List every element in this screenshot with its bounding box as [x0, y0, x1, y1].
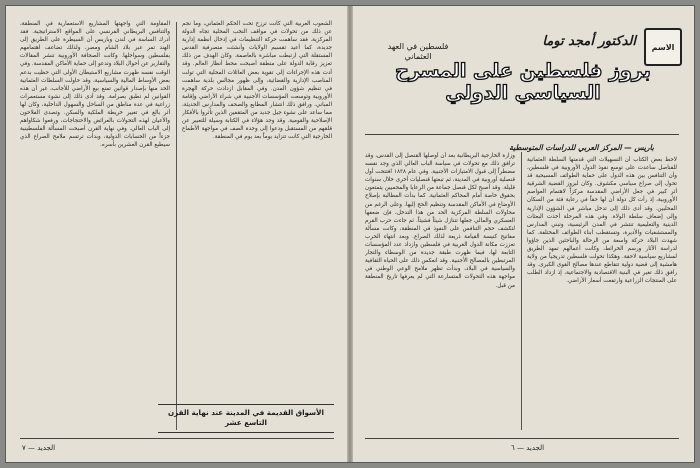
left-column-a: المقاومة التي واجهتها المشاريع الاستعمارية في المنطقة، والتنافس البريطاني الفرنسي على المواقع الاستراتيجية. فقد أدرك الساسة في لندن وباريس أن السيطرة على الطريق إلى الهند تمر عبر بلاد الشام ومصر، ولذلك تضاعف اهتمامهم بفلسطين وسواحلها. وكانت الصحافة الأوروبية تنشر المقالات والتقارير عن أحوال البلاد وتدعو إلى حماية الأماكن المقدسة. وفي الوقت نفسه ظهرت مشاريع الاستيطان الأولى التي حظيت بدعم بعض الأوساط المالية والسياسية، وقد حاولت السلطات العثمانية الحد منها بإصدار قوانين تمنع بيع الأراضي للأجانب، غير أن هذه القوانين لم تطبق بصرامة. وقد أدى ذلك إلى نشوء مستعمرات زراعية في عدة مناطق من الساحل والسهول الداخلية، وكان لها أثر بالغ في تغيير خريطة الملكية والسكن. وتصدى الفلاحون والأعيان لهذه التحولات بالعرائض والاحتجاجات، ورفعوا شكاواهم إلى الباب العالي. وفي نهاية القرن أصبحت المسألة الفلسطينية جزءاً من الحسابات الدولية، وبدأت ترتسم ملامح الصراع الذي سيطبع القرن العشرين بأسره.	[20, 21, 170, 149]
column-divider	[176, 22, 177, 430]
left-column-b: الشعوب العربية التي كانت ترزح تحت الحكم العثماني، وما نجم عن ذلك من تحولات في مواقف النخب المحلية تجاه الدولة المركزية. فقد ساهمت حركة التنظيمات في إدخال أنظمة إدارية جديدة، كما أعيد تقسيم الولايات وأنشئت متصرفية القدس المستقلة التي ارتبطت مباشرة بالعاصمة. وكان الهدف من ذلك تعزيز رقابة الدولة على منطقة أصبحت محط أنظار العالم. وقد أدت هذه الإجراءات إلى تقوية بعض العائلات المحلية التي تولت المناصب الإدارية والقضائية، وإلى ظهور مجالس بلدية ساهمت في تنظيم شؤون المدن. وفي المقابل ازدادت حركة الهجرة الأوروبية وتوسعت المؤسسات الأجنبية في شراء الأراضي وإقامة المباني. ورافق ذلك انتشار المطابع والصحف والمدارس الحديثة، مما ساعد على نشوء جيل جديد من المثقفين الذين تأثروا بالأفكار الإصلاحية والقومية. وقد وجد هؤلاء في الكتابة وسيلة للتعبير عن قلقهم من المستقبل ودعوا إلى وحدة الصف في مواجهة الأطماع الخارجية التي كانت تتزايد يوماً بعد يوم في المنطقة.	[182, 21, 332, 141]
left-bottom-caption: الأسواق القديمة في المدينة عند نهاية القرن التاسع عشر	[168, 408, 324, 427]
magazine-spread	[6, 6, 694, 462]
author-name: الدكتور أمجد توما	[542, 34, 636, 49]
section-kicker: فلسطين في العهد العثماني	[387, 42, 449, 61]
column-divider	[521, 152, 522, 430]
caption-rule-bottom	[158, 432, 334, 433]
byline: باريس — المركز العربي للدراسات المتوسطية	[509, 143, 654, 152]
article-title: بروز فلسطين على المسرح السياسي الدولي	[395, 60, 651, 104]
right-page-number: الجديد — ٦	[511, 444, 545, 452]
title-rule	[365, 134, 679, 135]
right-column-a: لاحظ بعض الكتاب أن التسهيلات التي قدمتها السلطة العثمانية للقناصل ساعدت على توسع نفوذ الدول الأوروبية في فلسطين، وأن التنافس بين هذه الدول على حماية الطوائف المسيحية قد تحول إلى صراع سياسي مكشوف. وكان لبروز القضية الشرقية أثر كبير في جعل الأراضي المقدسة مركزاً لاهتمام العواصم الأوروبية، إذ رأت كل دولة أن لها حقاً في رعاية فئة من السكان المحليين. وقد أدى ذلك إلى تدخل مباشر في الشؤون الإدارية وإلى إضعاف سلطة الولاة. وفي هذه المرحلة أخذت البعثات الدينية والتعليمية تنتشر في المدن الرئيسية، وتبني المدارس والمستشفيات والأديرة، وتستقطب أبناء الطوائف المختلفة. كما شهدت البلاد حركة واسعة من الرحالة والباحثين الذين جاؤوا لدراسة الآثار ورسم الخرائط، وكانت أعمالهم تمهد الطريق لمشاريع سياسية لاحقة. وهكذا تحولت فلسطين تدريجياً من ولاية هامشية إلى قضية دولية تتقاطع عندها مصالح القوى الكبرى. وقد رافق ذلك تغير في البنية الاقتصادية والاجتماعية، إذ ازداد الطلب على المنتجات الزراعية وارتفعت أسعار الأراضي.	[527, 157, 677, 285]
left-page	[6, 6, 349, 462]
footer-rule	[20, 438, 334, 439]
caption-rule-top	[158, 404, 334, 405]
left-page-number: الجديد — ٧	[22, 444, 56, 452]
footer-rule	[365, 438, 679, 439]
series-logo: الاسم	[644, 28, 682, 66]
right-page	[351, 6, 694, 462]
right-column-b: وزارة الخارجية البريطانية بعد أن أوصلها القنصل إلى القدس، وقد ترافق ذلك مع تحولات في سياسة الباب العالي الذي وجد نفسه مضطراً إلى قبول الامتيازات الأجنبية. وفي عام ١٨٣٨ افتتحت أول قنصلية أوروبية في المدينة، ثم تبعتها قنصليات أخرى خلال سنوات قليلة. وقد أصبح لكل قنصل جماعة من الرعايا والمحميين يتمتعون بحقوق خاصة أمام المحاكم العثمانية. كما بدأت المطالبة بإصلاح الأوضاع في الأماكن المقدسة وتنظيم الحج إليها. وعلى الرغم من محاولات السلطة المركزية الحد من هذا التدخل، فإن ضعفها العسكري والمالي جعلها تتنازل شيئاً فشيئاً. ثم جاءت حرب القرم لتكشف حجم التنافس على النفوذ في المنطقة، وكانت مسألة مفاتيح كنيسة القيامة ذريعة لذلك الصراع. وبعد انتهاء الحرب تعززت مكانة الدول الغربية في فلسطين وازداد عدد المؤسسات التابعة لها، فيما ظهرت طبقة جديدة من الوسطاء والتجار المرتبطين بالمصالح الأجنبية. وقد انعكس ذلك على الحياة الثقافية والسياسية في البلاد، وبدأت تظهر ملامح الوعي الوطني في مواجهة هذه التحولات المتسارعة التي لم يعرفها تاريخ المنطقة من قبل.	[365, 153, 515, 289]
